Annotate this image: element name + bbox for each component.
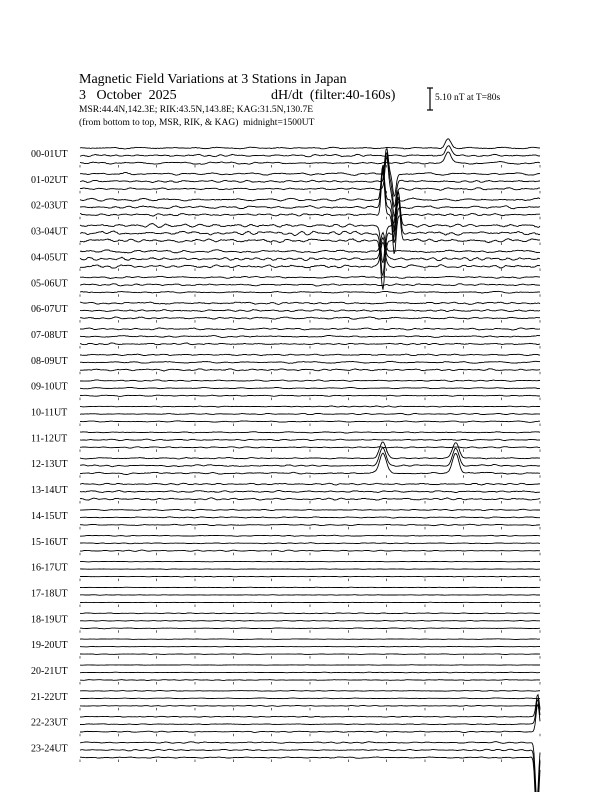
trace-rik	[80, 439, 540, 441]
hour-label: 08-09UT	[31, 355, 68, 367]
trace-kag	[80, 276, 540, 278]
trace-kag	[80, 561, 540, 562]
trace-kag	[80, 302, 540, 305]
hour-label: 12-13UT	[31, 459, 68, 471]
hour-label: 07-08UT	[31, 329, 68, 341]
trace-kag	[80, 665, 540, 666]
hour-row	[31, 233, 540, 271]
hour-row	[31, 483, 540, 503]
trace-rik	[80, 595, 540, 596]
trace-rik	[80, 167, 540, 242]
trace-kag	[80, 509, 540, 510]
trace-msr	[80, 706, 540, 707]
trace-rik	[80, 335, 540, 337]
hour-label: 20-21UT	[31, 666, 68, 677]
hour-row	[31, 328, 540, 349]
trace-kag	[80, 587, 540, 588]
trace-rik	[80, 361, 540, 363]
hour-row	[31, 639, 540, 659]
scale-bar	[427, 88, 433, 110]
trace-msr	[80, 524, 540, 526]
hour-label: 14-15UT	[31, 510, 68, 522]
hour-label: 23-24UT	[31, 743, 68, 755]
hour-label: 13-14UT	[31, 485, 68, 497]
trace-msr	[80, 680, 540, 681]
trace-msr	[80, 550, 540, 551]
hour-label: 17-18UT	[31, 588, 68, 600]
trace-order-note: (from bottom to top, MSR, RIK, & KAG) midnight=1500UT	[79, 118, 315, 128]
trace-rik	[80, 284, 540, 286]
trace-msr	[80, 317, 540, 319]
hour-row	[31, 432, 540, 452]
hour-row	[31, 695, 540, 737]
hour-label: 10-11UT	[31, 407, 68, 419]
hour-row	[31, 190, 540, 289]
trace-msr	[80, 291, 540, 293]
trace-rik	[80, 646, 540, 647]
hour-row	[31, 139, 540, 168]
hour-label: 21-22UT	[31, 691, 68, 703]
trace-rik	[80, 672, 540, 673]
trace-msr	[80, 343, 540, 345]
trace-kag	[80, 613, 540, 614]
trace-kag	[80, 432, 540, 433]
trace-msr	[80, 421, 540, 423]
hour-row	[31, 406, 540, 426]
hour-label: 16-17UT	[31, 562, 68, 574]
trace-msr	[80, 757, 540, 792]
trace-msr	[80, 602, 540, 603]
trace-msr	[80, 654, 540, 655]
trace-msr	[80, 152, 540, 164]
hour-row	[31, 380, 540, 400]
hour-label: 06-07UT	[31, 304, 68, 316]
trace-rik	[80, 749, 540, 792]
hour-row	[31, 665, 540, 685]
trace-rik	[80, 192, 540, 276]
hour-label: 15-16UT	[31, 536, 68, 548]
trace-rik	[80, 413, 540, 414]
trace-msr	[80, 628, 540, 629]
trace-kag	[80, 691, 540, 692]
trace-kag	[80, 742, 540, 792]
trace-rik	[80, 310, 540, 312]
hour-row	[31, 742, 540, 792]
hour-label: 04-05UT	[31, 252, 68, 264]
trace-msr	[80, 447, 540, 448]
trace-rik	[80, 569, 540, 570]
chart-date: 3 October 2025	[79, 88, 177, 103]
hour-row	[31, 535, 540, 555]
hour-label: 19-20UT	[31, 640, 68, 652]
hour-row	[31, 613, 540, 633]
hour-row	[31, 354, 540, 374]
hour-row	[31, 149, 540, 217]
hour-row	[31, 302, 540, 323]
hour-label: 18-19UT	[31, 614, 68, 626]
station-coordinates: MSR:44.4N,142.3E; RIK:43.5N,143.8E; KAG:31.5N,130.7E	[79, 105, 314, 115]
trace-rik	[80, 698, 540, 699]
hour-row	[31, 276, 540, 297]
chart-title: Magnetic Field Variations at 3 Stations in Japan	[79, 72, 347, 87]
hour-row	[31, 165, 540, 254]
trace-kag	[80, 639, 540, 640]
trace-kag	[80, 535, 540, 536]
hour-label: 01-02UT	[31, 174, 68, 186]
hour-label: 03-04UT	[31, 226, 68, 238]
filter-label: dH/dt (filter:40-160s)	[271, 88, 396, 103]
hour-label: 09-10UT	[31, 381, 68, 393]
trace-rik	[80, 543, 540, 544]
trace-kag	[80, 380, 540, 382]
trace-rik	[80, 517, 540, 518]
trace-rik	[80, 700, 540, 725]
hour-label: 05-06UT	[31, 278, 68, 290]
trace-msr	[80, 395, 540, 396]
hour-label: 02-03UT	[31, 200, 68, 212]
hour-row	[31, 691, 540, 711]
trace-msr	[80, 576, 540, 577]
hour-label: 11-12UT	[31, 433, 68, 445]
hour-row	[31, 561, 540, 581]
trace-kag	[80, 354, 540, 356]
trace-rik	[80, 620, 540, 621]
hour-label: 22-23UT	[31, 717, 68, 729]
trace-rik	[80, 387, 540, 388]
trace-kag	[80, 406, 540, 407]
trace-msr	[80, 369, 540, 371]
trace-msr	[80, 171, 540, 254]
trace-kag	[80, 328, 540, 330]
trace-kag	[80, 139, 540, 149]
scale-bar-label: 5.10 nT at T=80s	[435, 93, 501, 103]
trace-msr	[80, 498, 540, 500]
trace-msr	[80, 453, 540, 474]
hour-row	[31, 587, 540, 607]
trace-rik	[80, 491, 540, 493]
hour-row	[31, 509, 540, 529]
hour-label: 00-01UT	[31, 149, 68, 160]
trace-msr	[80, 242, 540, 268]
trace-kag	[80, 483, 540, 485]
